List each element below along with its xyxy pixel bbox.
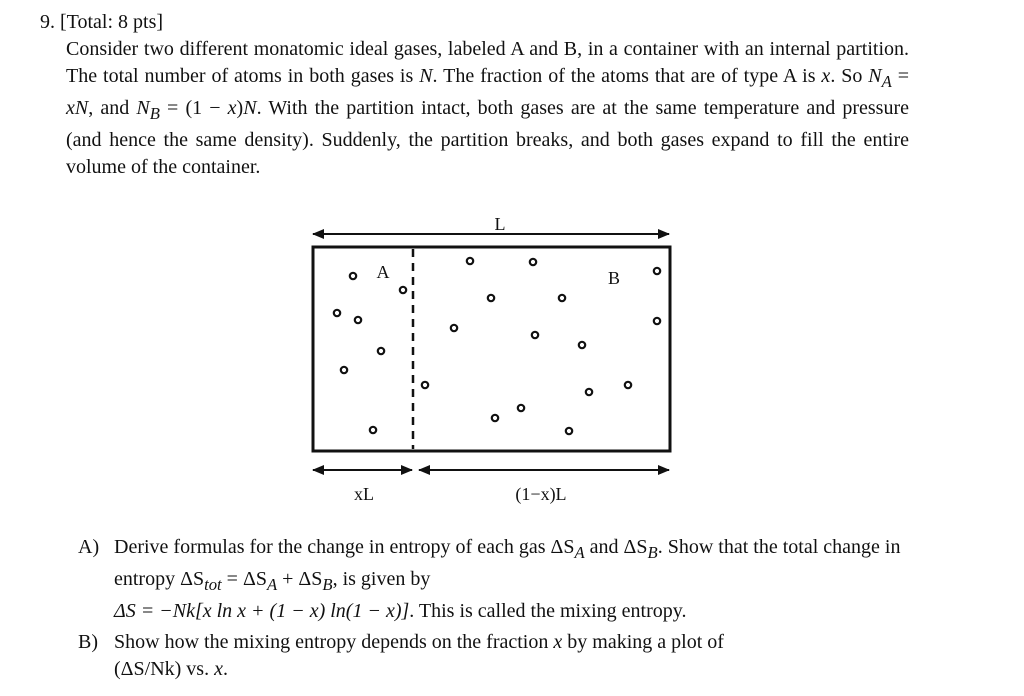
atom-a: [350, 273, 356, 279]
part-a: A) Derive formulas for the change in entropy of each gas $\Delta S_A$ and $\Delta S_B$. Show that the total change in entropy $\Delta S_{tot} = \Delta S_A + \Delta S_B$, is given by ΔS = −Nk[x ln x + (1 − x) ln(1 − x)]. This is called the mixing entropy.: [78, 536, 901, 622]
atom-a: [355, 317, 361, 323]
atom-b: [625, 382, 631, 388]
mixing-entropy-formula: ΔS = −Nk[x ln x + (1 − x) ln(1 − x)]: [114, 600, 410, 622]
one-minus-xl-label: (1−x)L: [515, 484, 567, 504]
atom-b: [492, 415, 498, 421]
atom-b: [422, 382, 428, 388]
atom-b: [451, 325, 457, 331]
part-a-label: A): [78, 536, 100, 558]
length-label: L: [494, 214, 506, 234]
atom-b: [518, 405, 524, 411]
atom-b: [654, 268, 660, 274]
atom-a: [341, 367, 347, 373]
atom-b: [488, 295, 494, 301]
gas-a-label: A: [376, 262, 390, 282]
atom-b: [532, 332, 538, 338]
question-parts: [78, 534, 958, 687]
atom-b: [579, 342, 585, 348]
atom-b: [566, 428, 572, 434]
atom-b: [530, 259, 536, 265]
xl-label: xL: [354, 484, 374, 504]
atom-b: [559, 295, 565, 301]
problem-number: 9.: [40, 11, 55, 33]
gas-b-label: B: [607, 268, 621, 288]
problem-points: [Total: 8 pts]: [60, 11, 164, 33]
problem-statement: Consider two different monatomic ideal gases, labeled A and B, in a container with an internal partition. The total number of atoms in both gases is N. The fraction of the atoms that are of type A is x. So $N_A$ = xN, and $N_B = (1 - x)N$. With the partition intact, both gases are at the same temperature and pressure (and hence the same density). Suddenly, the partition breaks, and both gases expand to fill the entire volume of the container.: [66, 38, 910, 178]
part-b: B) Show how the mixing entropy depends on the fraction x by making a plot of (ΔS/Nk) vs. x.: [78, 631, 724, 680]
atom-a: [400, 287, 406, 293]
atom-a: [334, 310, 340, 316]
part-b-label: B): [78, 631, 98, 653]
atom-a: [370, 427, 376, 433]
atom-b: [654, 318, 660, 324]
atom-b: [467, 258, 473, 264]
atom-a: [378, 348, 384, 354]
atom-b: [586, 389, 592, 395]
problem-header: [40, 11, 163, 34]
container-diagram: [300, 208, 680, 518]
